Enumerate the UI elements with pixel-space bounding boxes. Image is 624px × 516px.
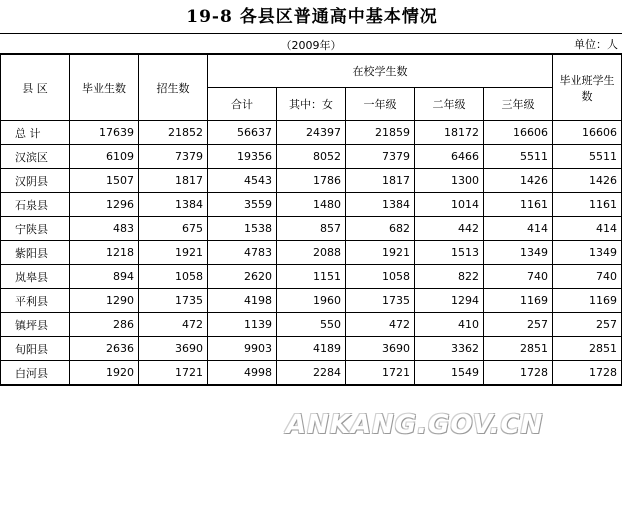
header-female: 其中：女 [277,88,346,121]
table-cell: 7379 [346,145,415,169]
table-cell: 18172 [415,121,484,145]
table-cell: 1296 [70,193,139,217]
table-cell: 3690 [346,337,415,361]
table-cell: 1921 [346,241,415,265]
table-cell: 1161 [484,193,553,217]
row-label: 宁陕县 [1,217,70,241]
header-grade1: 一年级 [346,88,415,121]
table-cell: 414 [484,217,553,241]
page-title: 19-8 各县区普通高中基本情况 [186,7,438,27]
table-cell: 740 [484,265,553,289]
table-cell: 7379 [139,145,208,169]
row-label: 旬阳县 [1,337,70,361]
header-grade2: 二年级 [415,88,484,121]
table-row [1,361,622,386]
table-cell: 4783 [208,241,277,265]
table-cell: 1384 [139,193,208,217]
table-cell: 1786 [277,169,346,193]
table-cell: 414 [553,217,622,241]
table-cell: 1426 [484,169,553,193]
table-cell: 1920 [70,361,139,386]
table-cell: 3690 [139,337,208,361]
row-label: 白河县 [1,361,70,386]
table-cell: 1480 [277,193,346,217]
header-in-school: 在校学生数 [208,54,553,88]
table-cell: 1169 [484,289,553,313]
table-cell: 1349 [484,241,553,265]
table-cell: 1728 [553,361,622,386]
table-cell: 1507 [70,169,139,193]
table-cell: 1817 [139,169,208,193]
table-cell: 1058 [139,265,208,289]
row-label: 汉滨区 [1,145,70,169]
table-row [1,337,622,361]
table-cell: 550 [277,313,346,337]
table-cell: 1161 [553,193,622,217]
table-cell: 2851 [484,337,553,361]
row-label: 紫阳县 [1,241,70,265]
table-cell: 1513 [415,241,484,265]
header-total: 合计 [208,88,277,121]
table-cell: 1721 [346,361,415,386]
subtitle-bar [0,33,622,54]
table-cell: 257 [553,313,622,337]
table-cell: 17639 [70,121,139,145]
watermark-logo: ANKANG.GOV.CN [286,410,544,440]
table-cell: 472 [139,313,208,337]
table-cell: 3559 [208,193,277,217]
table-cell: 5511 [484,145,553,169]
table-cell: 483 [70,217,139,241]
table-cell: 2851 [553,337,622,361]
header-graduates: 毕业生数 [70,54,139,121]
table-cell: 1151 [277,265,346,289]
table-cell: 1735 [139,289,208,313]
table-cell: 5511 [553,145,622,169]
row-label: 镇坪县 [1,313,70,337]
table-row [1,145,622,169]
table-cell: 1549 [415,361,484,386]
table-cell: 3362 [415,337,484,361]
table-cell: 822 [415,265,484,289]
table-cell: 56637 [208,121,277,145]
table-cell: 6109 [70,145,139,169]
table-cell: 1294 [415,289,484,313]
table-cell: 19356 [208,145,277,169]
table-cell: 2088 [277,241,346,265]
table-cell: 24397 [277,121,346,145]
table-row [1,217,622,241]
table-cell: 21859 [346,121,415,145]
table-cell: 8052 [277,145,346,169]
header-enrollment: 招生数 [139,54,208,121]
table-cell: 2620 [208,265,277,289]
year-label: （2009年） [280,39,342,52]
table-cell: 9903 [208,337,277,361]
table-cell: 1139 [208,313,277,337]
table-cell: 1384 [346,193,415,217]
table-cell: 16606 [484,121,553,145]
table-cell: 1921 [139,241,208,265]
row-label: 平利县 [1,289,70,313]
table-cell: 4543 [208,169,277,193]
table-cell: 21852 [139,121,208,145]
table-row [1,241,622,265]
table-cell: 257 [484,313,553,337]
table-cell: 4189 [277,337,346,361]
table-cell: 1218 [70,241,139,265]
header-grade3: 三年级 [484,88,553,121]
header-grad-class: 毕业班学生数 [553,54,622,121]
table-cell: 1735 [346,289,415,313]
table-cell: 1058 [346,265,415,289]
table-cell: 472 [346,313,415,337]
table-cell: 442 [415,217,484,241]
table-cell: 682 [346,217,415,241]
table-cell: 740 [553,265,622,289]
table-cell: 2284 [277,361,346,386]
data-table [0,53,622,386]
table-cell: 857 [277,217,346,241]
table-cell: 1538 [208,217,277,241]
table-cell: 1426 [553,169,622,193]
table-row [1,289,622,313]
table-cell: 6466 [415,145,484,169]
table-cell: 1960 [277,289,346,313]
table-cell: 4998 [208,361,277,386]
table-cell: 1817 [346,169,415,193]
table-cell: 4198 [208,289,277,313]
table-cell: 16606 [553,121,622,145]
table-cell: 1349 [553,241,622,265]
row-label: 岚皋县 [1,265,70,289]
row-label: 石泉县 [1,193,70,217]
header-county: 县 区 [1,54,70,121]
row-label: 总 计 [1,121,70,145]
table-row [1,169,622,193]
table-cell: 286 [70,313,139,337]
table-cell: 2636 [70,337,139,361]
table-cell: 675 [139,217,208,241]
table-cell: 1290 [70,289,139,313]
table-cell: 1300 [415,169,484,193]
unit-label: 单位：人 [574,38,618,51]
table-cell: 1169 [553,289,622,313]
table-row [1,313,622,337]
table-row [1,121,622,145]
table-cell: 410 [415,313,484,337]
table-cell: 1721 [139,361,208,386]
table-cell: 1014 [415,193,484,217]
row-label: 汉阴县 [1,169,70,193]
table-row [1,193,622,217]
table-cell: 1728 [484,361,553,386]
table-row [1,265,622,289]
table-cell: 894 [70,265,139,289]
